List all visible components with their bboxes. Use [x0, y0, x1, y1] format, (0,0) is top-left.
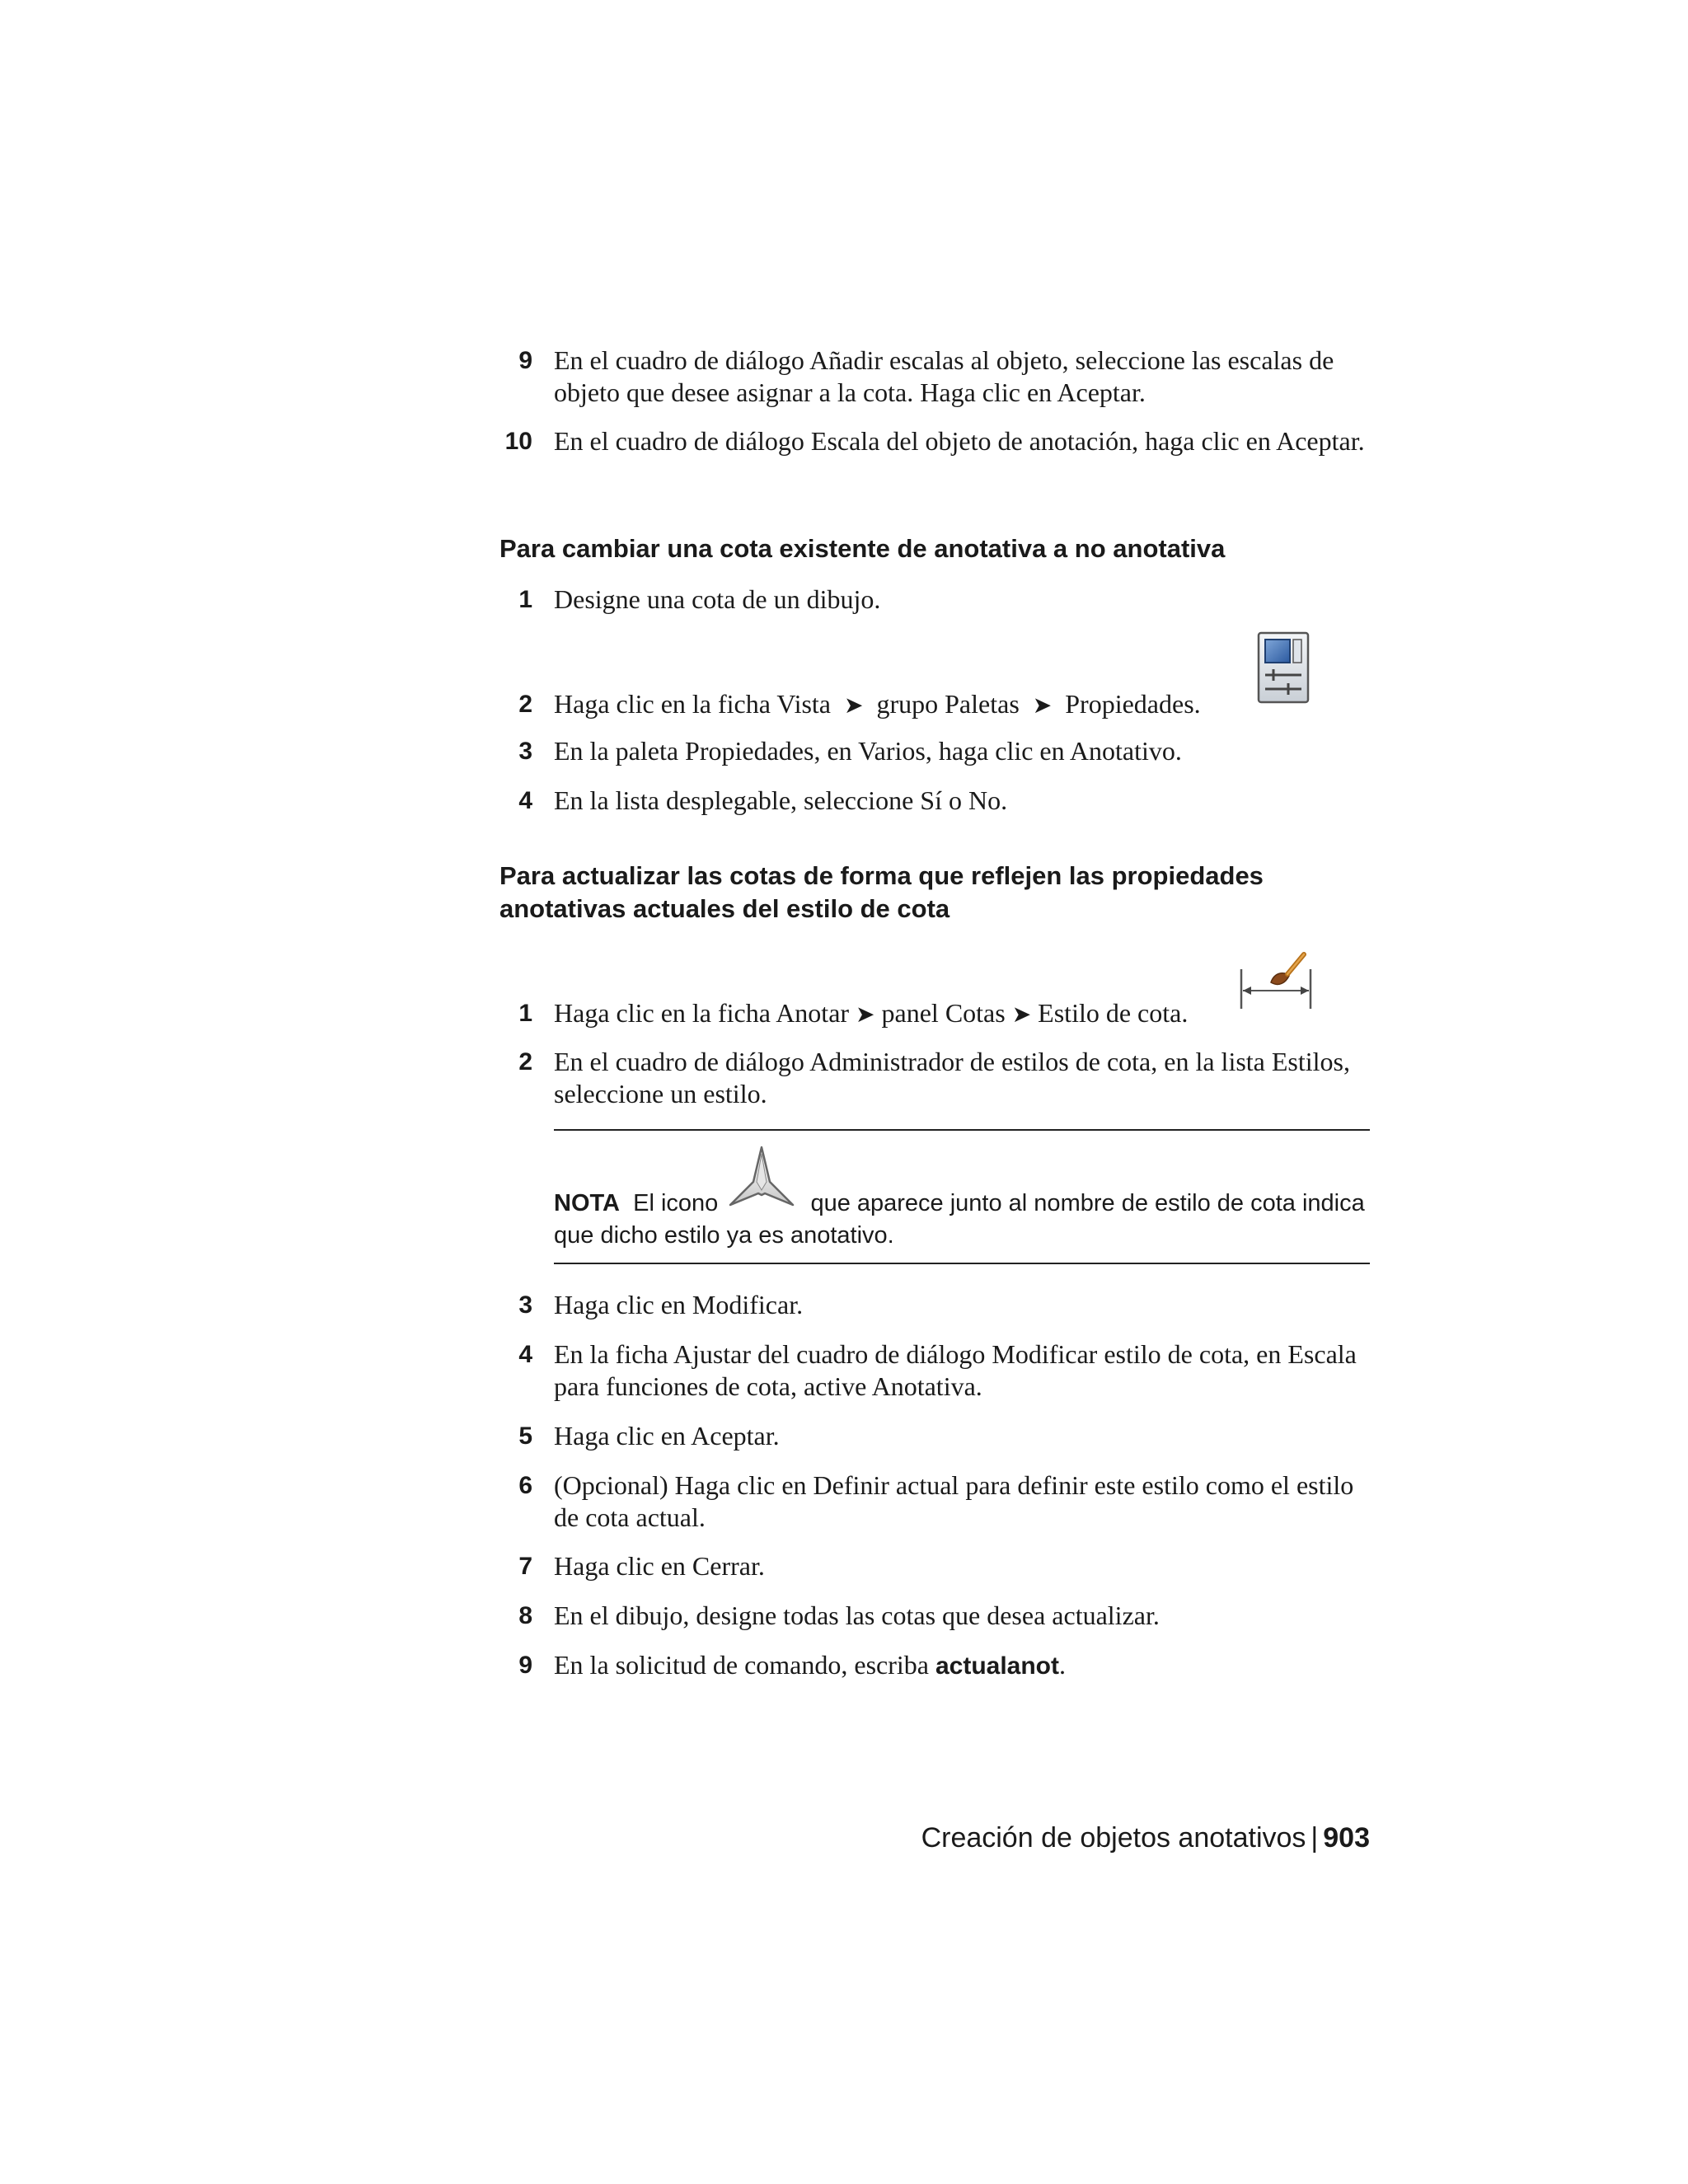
step-number: 4	[518, 787, 532, 814]
step-item	[518, 1420, 1378, 1452]
step-text: Designe una cota de un dibujo.	[554, 584, 881, 614]
properties-palette-icon	[1257, 631, 1310, 704]
menu-arrow-icon: ➤	[844, 691, 864, 719]
step-number: 3	[518, 1291, 532, 1319]
step-item	[518, 344, 1378, 409]
annotative-icon	[727, 1144, 796, 1213]
step-text: En el cuadro de diálogo Administrador de estilos de cota, en la lista Estilos, seleccione un estilo.	[554, 1047, 1350, 1108]
page-number: 903	[1323, 1822, 1370, 1854]
section-heading: Para cambiar una cota existente de anotativa a no anotativa	[499, 534, 1226, 563]
note-text: El icono	[633, 1190, 719, 1216]
step-number: 4	[518, 1341, 532, 1368]
step-item	[518, 583, 1378, 616]
step-text: Haga clic en Modificar.	[554, 1290, 804, 1319]
step-number: 1	[518, 586, 532, 613]
step-item	[518, 1600, 1378, 1632]
step-item	[518, 1338, 1378, 1403]
step-item	[518, 785, 1378, 817]
step-number: 8	[518, 1602, 532, 1629]
step-text: Propiedades.	[1065, 689, 1201, 719]
step-number: 10	[504, 428, 532, 455]
command-text: actualanot	[935, 1652, 1059, 1680]
step-number: 3	[518, 738, 532, 765]
step-item	[518, 1469, 1378, 1534]
step-item	[518, 1649, 1378, 1682]
step-item	[518, 735, 1378, 767]
step-number: 7	[518, 1553, 532, 1580]
note-label: NOTA	[554, 1190, 621, 1216]
step-item	[518, 1046, 1378, 1110]
menu-arrow-icon: ➤	[856, 1001, 875, 1028]
step-text: Haga clic en Aceptar.	[554, 1421, 780, 1451]
section-heading: Para actualizar las cotas de forma que reflejen las propiedades anotativas actuales del estilo de cota	[499, 861, 1264, 923]
step-text: En el dibujo, designe todas las cotas que desea actualizar.	[554, 1601, 1160, 1630]
step-text: panel Cotas	[881, 998, 1006, 1028]
step-text: Haga clic en la ficha Anotar	[554, 998, 850, 1028]
step-text: En la solicitud de comando, escriba	[554, 1650, 929, 1680]
step-text: grupo Paletas	[876, 689, 1020, 719]
footer-separator: |	[1311, 1822, 1319, 1854]
step-text: Haga clic en la ficha Vista	[554, 689, 831, 719]
step-item	[518, 688, 1378, 721]
step-text: En la paleta Propiedades, en Varios, haga clic en Anotativo.	[554, 736, 1182, 766]
step-item	[518, 1289, 1378, 1321]
menu-arrow-icon: ➤	[1011, 1001, 1032, 1028]
step-text: Estilo de cota.	[1038, 998, 1189, 1028]
step-number: 6	[518, 1472, 532, 1499]
step-number: 9	[518, 1652, 532, 1679]
step-text: (Opcional) Haga clic en Definir actual para definir este estilo como el estilo de cota actual.	[554, 1470, 1354, 1532]
step-number: 2	[518, 691, 532, 718]
footer-title: Creación de objetos anotativos	[921, 1822, 1306, 1854]
step-text: En el cuadro de diálogo Añadir escalas al objeto, seleccione las escalas de objeto que desee asignar a la cota. Haga clic en Aceptar.	[554, 345, 1334, 407]
step-text: Haga clic en Cerrar.	[554, 1551, 765, 1581]
step-item	[518, 1550, 1378, 1582]
step-text: En la lista desplegable, seleccione Sí o No.	[554, 785, 1008, 815]
step-item	[504, 425, 1378, 457]
note-text: que aparece junto al nombre de estilo de cota indica que dicho estilo ya es anotativo.	[554, 1190, 1365, 1249]
step-number: 2	[518, 1048, 532, 1076]
menu-arrow-icon: ➤	[1032, 691, 1053, 719]
note-box	[554, 1129, 1370, 1264]
dimension-style-icon	[1238, 948, 1315, 1010]
step-number: 5	[518, 1422, 532, 1450]
step-text: .	[1059, 1650, 1066, 1680]
step-text: En el cuadro de diálogo Escala del objeto de anotación, haga clic en Aceptar.	[554, 426, 1365, 456]
step-number: 9	[518, 347, 532, 374]
step-text: En la ficha Ajustar del cuadro de diálogo Modificar estilo de cota, en Escala para funciones de cota, active Anotativa.	[554, 1339, 1357, 1401]
step-number: 1	[518, 1000, 532, 1027]
page-footer	[921, 1820, 1370, 1856]
